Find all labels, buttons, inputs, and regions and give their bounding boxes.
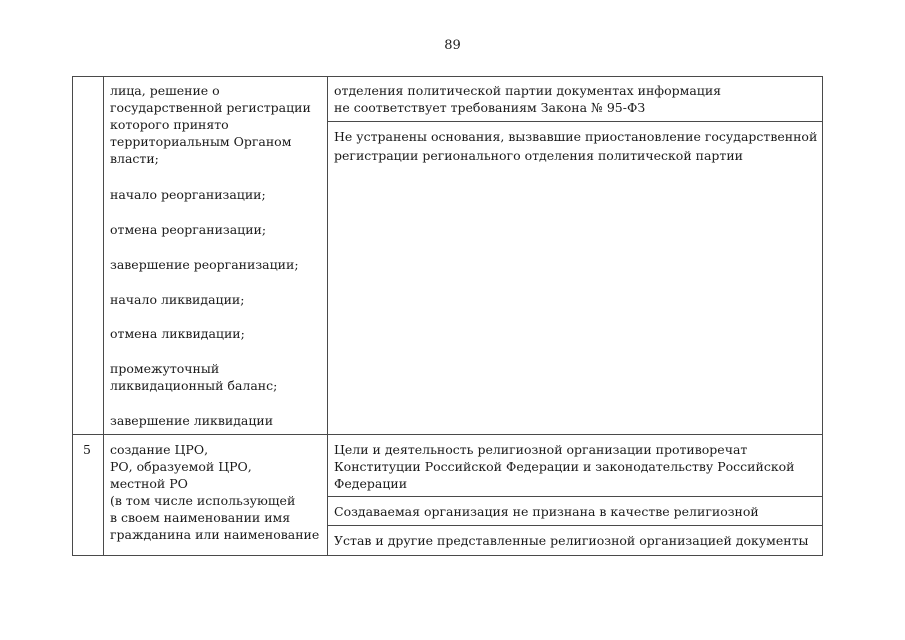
- cell-divider: [327, 496, 823, 497]
- cell-divider: [327, 525, 823, 526]
- row-number: 5: [83, 442, 91, 457]
- text-line: регистрации регионального отделения политической партии: [334, 148, 744, 163]
- text-line: отмена реорганизации;: [110, 222, 267, 237]
- text-line: создание ЦРО,: [110, 442, 209, 457]
- text-line: Цели и деятельность религиозной организации противоречат: [334, 442, 748, 457]
- text-line: начало реорганизации;: [110, 187, 266, 202]
- table-border-bottom: [72, 555, 823, 556]
- text-line: Создаваемая организация не признана в качестве религиозной: [334, 504, 759, 519]
- table-row-divider: [72, 434, 823, 435]
- text-line: завершение ликвидации: [110, 413, 274, 428]
- text-line: которого принято: [110, 117, 229, 132]
- text-line: местной РО: [110, 476, 188, 491]
- text-line: (в том числе использующей: [110, 493, 296, 508]
- text-line: отмена ликвидации;: [110, 326, 245, 341]
- table-border-right: [822, 76, 823, 556]
- table-border-left: [72, 76, 73, 556]
- text-line: лица, решение о: [110, 83, 220, 98]
- text-line: государственной регистрации: [110, 100, 311, 115]
- text-line: власти;: [110, 151, 159, 166]
- text-line: Устав и другие представленные религиозной организацией документы: [334, 533, 809, 548]
- text-line: не соответствует требованиям Закона № 95-ФЗ: [334, 100, 646, 115]
- text-line: Конституции Российской Федерации и законодательству Российской: [334, 459, 795, 474]
- text-line: отделения политической партии документах информация: [334, 83, 722, 98]
- text-line: ликвидационный баланс;: [110, 378, 278, 393]
- text-line: территориальным Органом: [110, 134, 292, 149]
- column-divider: [327, 76, 328, 556]
- text-line: промежуточный: [110, 361, 220, 376]
- page-number: 89: [444, 38, 461, 53]
- cell-divider: [327, 121, 823, 122]
- table-border-top: [72, 76, 823, 77]
- text-line: РО, образуемой ЦРО,: [110, 459, 252, 474]
- text-line: в своем наименовании имя: [110, 510, 291, 525]
- text-line: Федерации: [334, 476, 408, 491]
- text-line: завершение реорганизации;: [110, 257, 299, 272]
- column-divider: [103, 76, 104, 556]
- text-line: Не устранены основания, вызвавшие приостановление государственной: [334, 129, 818, 144]
- text-line: начало ликвидации;: [110, 292, 245, 307]
- text-line: гражданина или наименование: [110, 527, 320, 542]
